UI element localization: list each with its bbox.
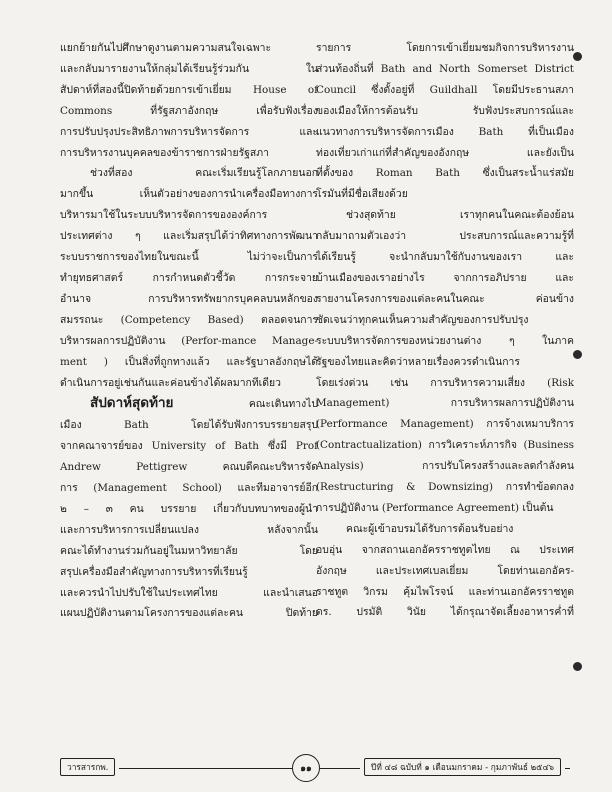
text-line-rest: คณะเดินทางไป	[248, 398, 318, 411]
text-line: Analysis) การปรับโครงสร้างและลดกำลังคน	[316, 460, 574, 473]
text-line: การปฏิบัติงาน (Performance Agreement) เป็นต้น	[316, 501, 554, 514]
text-line: รายการ โดยการเข้าเยี่ยมชมกิจการบริหารงาน	[316, 42, 574, 54]
text-line: รัฐของไทยและคิดว่าหลายเรื่องควรดำเนินการ	[316, 355, 520, 368]
text-line: จากคณาจารย์ของ University of Bath ซึ่งมี Prof	[60, 440, 318, 453]
footer-journal	[60, 758, 119, 776]
text-line: ดำเนินการอยู่เช่นกันและค่อนข้างได้ผลมากทีเดียว	[60, 376, 281, 389]
issue-info: ปีที่ ๔๘ ฉบับที่ ๑ เดือนมกราคม - กุมภาพันธ์ ๒๕๔๖	[364, 758, 561, 776]
page-number: ๑๑	[292, 754, 320, 782]
text-line: ment ) เป็นสิ่งที่ถูกทางแล้ว และรัฐบาลอังกฤษได้	[60, 355, 318, 368]
text-line: โรมันที่มีชื่อเสียงด้วย	[316, 188, 408, 201]
text-line: รายงานโครงการของแต่ละคนในคณะ ค่อนข้าง	[316, 292, 574, 305]
text-line: กลับมาถามตัวเองว่า ประสบการณ์และความรู้ที่	[316, 230, 574, 243]
text-line: แผนปฏิบัติงานตามโครงการของแต่ละคน ปิดท้าย	[60, 607, 318, 620]
text-line: อบอุ่น จากสถานเอกอัครราชทูตไทย ณ ประเทศ	[316, 543, 574, 556]
text-line: โดยเร่งด่วน เช่น การบริหารความเสี่ยง (Risk	[316, 376, 574, 389]
text-line: และการบริหารการเปลี่ยนแปลง หลังจากนั้น	[60, 523, 318, 536]
text-line: บริหารผลการปฏิบัติงาน (Perfor-mance Manage-	[60, 334, 318, 347]
text-line: ช่วงสุดท้าย เราทุกคนในคณะต้องย้อน	[346, 209, 574, 222]
text-line: ราชทูต วิกรม คุ้มไพโรจน์ และท่านเอกอัครราชทูต	[316, 585, 574, 598]
text-line: ๒ – ๓ คน บรรยาย เกี่ยวกับบทบาทของผู้นำ	[60, 502, 318, 515]
text-line: ช่วงที่สอง คณะเริ่มเรียนรู้โลกภายนอก	[90, 167, 318, 180]
text-line: ระบบบริหารจัดการของหน่วยงานต่าง ๆ ในภาค	[316, 334, 574, 347]
text-line: เมือง Bath โดยได้รับฟังการบรรยายสรุป	[60, 419, 318, 432]
text-line: มากขึ้น เห็นตัวอย่างของการนำเครื่องมือทางการ	[60, 188, 318, 201]
text-line: แนวทางการบริหารจัดการเมือง Bath ที่เป็นเมือง	[316, 125, 574, 138]
text-line: ส่วนท้องถิ่นที่ Bath and North Somerset District	[316, 62, 574, 75]
text-line: การ (Management School) และทีมอาจารย์อีก	[60, 482, 318, 495]
journal-name: วารสารกพ.	[60, 758, 115, 776]
section-heading: สัปดาห์สุดท้าย	[90, 395, 174, 412]
text-line: Management) การบริหารผลการปฏิบัติงาน	[316, 397, 574, 410]
text-line: คณะผู้เข้าอบรมได้รับการต้อนรับอย่าง	[346, 522, 514, 535]
text-line: (Performance Management) การจ้างเหมาบริการ	[316, 418, 574, 431]
text-line: อำนาจ การบริหารทรัพยากรบุคคลบนหลักของ	[60, 292, 318, 305]
page-footer	[60, 758, 570, 780]
left-column	[60, 38, 318, 624]
binder-hole	[573, 350, 582, 359]
right-column	[316, 38, 574, 623]
text-line: การบริหารงานบุคคลของข้าราชการฝ่ายรัฐสภา	[60, 146, 269, 159]
text-line: ดร. ปรมัติ วินัย ได้กรุณาจัดเลี้ยงอาหารค่ำที่	[316, 606, 574, 619]
binder-hole	[573, 662, 582, 671]
text-line: ท่องเที่ยวเก่าแก่ที่สำคัญของอังกฤษ และยังเป็น	[316, 146, 574, 159]
text-line: Commons ที่รัฐสภาอังกฤษ เพื่อรับฟังเรื่อง	[60, 104, 318, 117]
text-line: ที่ตั้งของ Roman Bath ซึ่งเป็นสระน้ำแร่สมัย	[316, 167, 574, 180]
text-line: ได้เรียนรู้ จะนำกลับมาใช้กับงานของเรา และ	[316, 251, 574, 264]
binder-hole	[573, 52, 582, 61]
text-line: ระบบราชการของไทยในขณะนี้ ไม่ว่าจะเป็นการ	[60, 251, 318, 264]
text-line: อังกฤษ และประเทศเบลเยี่ยม โดยท่านเอกอัคร-	[316, 564, 574, 577]
text-line: บริหารมาใช้ในระบบบริหารจัดการขององค์การ	[60, 209, 268, 222]
text-line: แยกย้ายกันไปศึกษาดูงานตามความสนใจเฉพาะ	[60, 42, 272, 54]
text-line	[60, 393, 318, 415]
text-line: Andrew Pettigrew คณบดีคณะบริหารจัด	[60, 461, 318, 474]
text-line: (Contractualization) การวิเคราะห์ภารกิจ (Business	[316, 439, 574, 452]
text-line: สรุปเครื่องมือสำคัญทางการบริหารที่เรียนรู้	[60, 565, 248, 578]
text-line: และกลับมารายงานให้กลุ่มได้เรียนรู้ร่วมกัน ใน	[60, 62, 318, 75]
text-line: ชัดเจนว่าทุกคนเห็นความสำคัญของการปรับปรุง	[316, 313, 529, 326]
text-line: ของเมืองให้การต้อนรับ รับฟังประสบการณ์และ	[316, 104, 574, 117]
text-line: Council ซึ่งตั้งอยู่ที่ Guildhall โดยมีประธานสภา	[316, 83, 574, 96]
text-line: และควรนำไปปรับใช้ในประเทศไทย และนำเสนอ	[60, 586, 318, 599]
text-line: (Restructuring & Downsizing) การทำข้อตกลง	[316, 481, 574, 494]
text-line: ประเทศต่าง ๆ และเริ่มสรุปได้ว่าทิศทางการพัฒนา	[60, 230, 318, 243]
text-line: การปรับปรุงประสิทธิภาพการบริหารจัดการ และ	[60, 125, 318, 138]
text-line: คณะได้ทำงานร่วมกันอยู่ในมหาวิทยาลัย โดย	[60, 544, 318, 557]
text-line: บ้านเมืองของเราอย่างไร จากการอภิปราย และ	[316, 271, 574, 284]
text-line: สมรรถนะ (Competency Based) ตลอดจนการ	[60, 313, 318, 326]
text-line: สัปดาห์ที่สองนี้ปิดท้ายด้วยการเข้าเยี่ยม House of	[60, 83, 318, 96]
footer-issue	[360, 758, 565, 776]
text-line: ทำยุทธศาสตร์ การกำหนดตัวชี้วัด การกระจาย	[60, 271, 318, 284]
